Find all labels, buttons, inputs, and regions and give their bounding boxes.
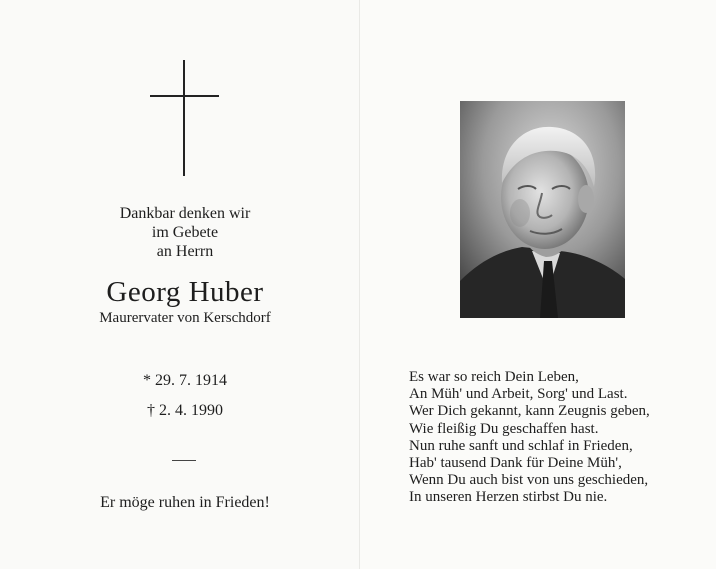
intro-line: Dankbar denken wir [119,205,251,222]
poem-line: Hab' tausend Dank für Deine Müh', [409,455,622,472]
poem-line: Wenn Du auch bist von uns geschieden, [409,472,649,489]
cross-icon [150,60,220,176]
deceased-subtitle: Maurervater von Kerschdorf [99,310,271,326]
divider [172,460,196,461]
poem-line: Wie fleißig Du geschaffen hast. [409,420,599,437]
birth-date: * 29. 7. 1914 [143,372,227,389]
portrait-photo [460,101,625,318]
poem-line: Wer Dich gekannt, kann Zeugnis geben, [409,403,650,420]
poem-line: An Müh' und Arbeit, Sorg' und Last. [409,386,628,403]
deceased-name: Georg Huber [106,276,264,308]
intro-line: an Herrn [156,243,214,260]
intro-text [60,204,310,261]
poem-line: Es war so reich Dein Leben, [409,369,579,385]
poem-line: Nun ruhe sanft und schlaf in Frieden, [409,437,633,454]
closing-text: Er möge ruhen in Frieden! [100,494,270,511]
death-date: † 2. 4. 1990 [147,402,223,419]
poem-line: In unseren Herzen stirbst Du nie. [409,489,608,506]
poem [409,369,709,507]
intro-line: im Gebete [151,224,219,241]
